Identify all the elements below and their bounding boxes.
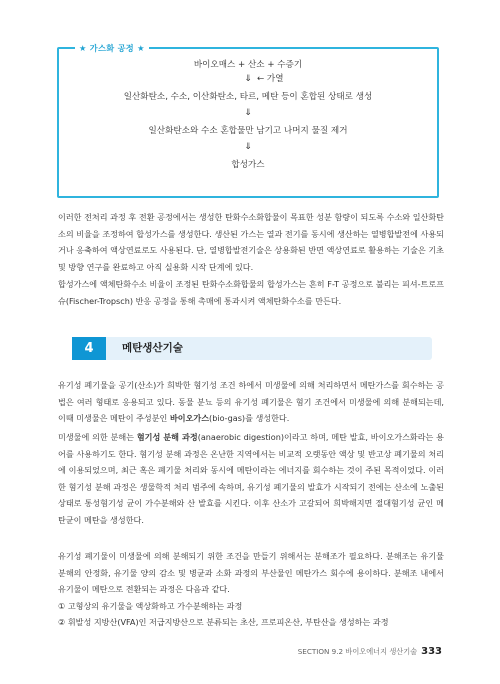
process-list — [58, 598, 444, 630]
process-step-input: 바이오매스 + 산소 + 수증기 — [193, 60, 303, 70]
footer-section: SECTION 9.2 바이오에너지 생산기술 — [297, 647, 418, 656]
process-box-title: ★ 가스화 공정 ★ — [75, 41, 149, 55]
list-item: ② 휘발성 지방산(VFA)인 저급지방산으로 분류되는 초산, 프로피온산, 부탄산을 생성하는 과정 — [58, 617, 389, 627]
heating-note: ← 가열 — [257, 74, 284, 84]
paragraph-fischer-tropsch: 합성가스에 액체탄화수소 비율이 조정된 탄화수소화합물의 합성가스는 흔히 F-T 공정으로 불리는 피셔-트로프슈(Fischer-Tropsch) 반응 공정을 통해 촉매에 통과시켜 액체탄화수소를 만든다. — [58, 279, 444, 306]
section-number: 4 — [72, 337, 106, 360]
paragraph-anaerobic-digestion: 미생물에 의한 분해는 혐기성 분해 과정(anaerobic digestion)이라고 하며, 메탄 발효, 바이오가스화라는 용어를 사용하기도 한다. 혐기성 분해 과정은 온난한 지역에서는 비교적 오랫동안 액상 및 반고상 폐기물의 처리에 이용되었으며, 최근 혹은 폐기물 처리와 동시에 메탄이라는 에너지를 회수하는 것이 주된 목적이었다. 이러한 혐기성 분해 과정은 생물학적 처리 범주에 속하며, 유기성 폐기물의 발효가 시작되기 전에는 산소에 노출된 상태로 통성혐기성 균이 가수분해와 산 발효를 시킨다. 이후 산소가 고갈되어 희박해지면 절대혐기성 균인 메탄균이 메탄을 생성한다. — [58, 432, 444, 525]
process-step-output: 합성가스 — [231, 160, 265, 170]
paragraph-conversion: 이러한 전처리 과정 후 전환 공정에서는 생성한 탄화수소화합물이 목표한 성분 함량이 되도록 수소와 일산화탄소의 비율을 조정하여 합성가스를 생성한다. 생산된 가스는 열과 전기를 동시에 생산하는 열병합발전에 사용되거나 응축하여 액상연료로도 사용된다. 단, 열병합발전기술은 상용화된 반면 액상연료로 활용하는 기술은 기초 및 방향 연구를 완료하고 아직 실용화 시작 단계에 있다. — [58, 212, 444, 272]
down-arrow-icon: ⇓ — [244, 142, 252, 152]
gasification-process-box — [57, 43, 439, 198]
down-arrow-icon: ⇓ — [244, 74, 252, 84]
list-item: ① 고형상의 유기물을 액상화하고 가수분해하는 과정 — [58, 601, 243, 611]
term-anaerobic-digestion: 혐기성 분해 과정 — [136, 432, 198, 442]
paragraph-methane-intro: 유기성 폐기물을 공기(산소)가 희박한 혐기성 조건 하에서 미생물에 의해 처리하면서 메탄가스를 회수하는 공법은 여러 형태로 응용되고 있다. 동물 분뇨 등의 유기성 폐기물은 혐기 조건에서 미생물에 의해 분해되는데, 이때 미생물은 메탄이 주성분인 바이오가스(bio-gas)를 생성한다. — [58, 380, 444, 424]
term-biogas: 바이오가스 — [169, 413, 210, 424]
section-title: 메탄생산기술 — [122, 342, 183, 354]
down-arrow-icon: ⇓ — [244, 108, 252, 118]
paragraph-digester: 유기성 폐기물이 미생물에 의해 분해되기 위한 조건을 만들기 위해서는 분해조가 필요하다. 분해조는 유기물 분해의 안정화, 유기물 양의 감소 및 병균과 소화 과정의 부산물인 메탄가스 회수에 용이하다. 분해조 내에서 유기물이 메탄으로 전환되는 과정은 다음과 같다. — [58, 551, 444, 595]
process-step-mixture: 일산화탄소, 수소, 이산화탄소, 타르, 메탄 등이 혼합된 상태로 생성 — [123, 92, 373, 102]
page-footer — [298, 646, 442, 658]
page-number: 333 — [421, 646, 442, 657]
process-step-separation: 일산화탄소와 수소 혼합물만 남기고 나머지 물질 제거 — [148, 126, 348, 136]
section-heading — [72, 337, 432, 360]
